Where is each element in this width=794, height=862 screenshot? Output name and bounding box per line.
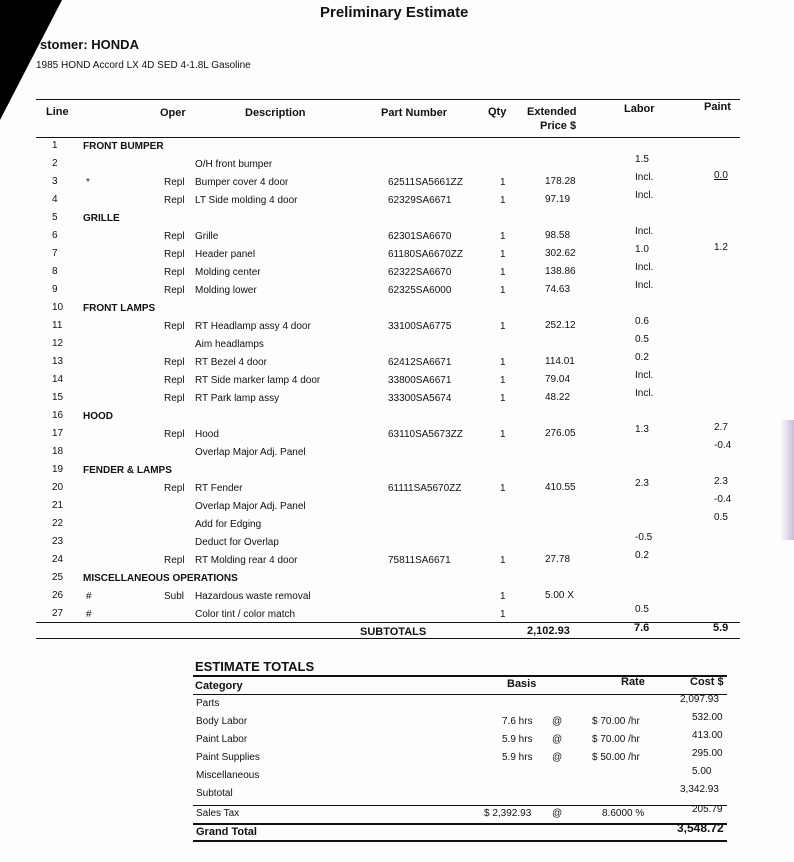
subtotal-paint: 5.9	[713, 622, 729, 634]
line-part-number: 62511SA5661ZZ	[388, 177, 463, 188]
line-description: Grille	[195, 231, 219, 242]
line-oper: Repl	[164, 231, 185, 242]
line-description: Molding center	[195, 267, 261, 278]
col-header-paint: Paint	[704, 101, 731, 113]
line-qty: 1	[500, 483, 506, 494]
line-extended-price: 48.22	[545, 392, 571, 403]
line-number: 9	[52, 284, 58, 295]
line-part-number: 62329SA6671	[388, 195, 452, 206]
line-qty: 1	[500, 231, 506, 242]
line-oper: Repl	[164, 357, 185, 368]
scan-shadow-edge	[780, 420, 794, 540]
line-number: 26	[52, 590, 64, 601]
line-description: RT Fender	[195, 483, 243, 494]
line-number: 10	[52, 302, 64, 313]
totals-category: Parts	[196, 698, 220, 709]
line-description: Bumper cover 4 door	[195, 177, 289, 188]
line-number: 12	[52, 338, 64, 349]
line-number: 5	[52, 212, 58, 223]
line-oper: Repl	[164, 555, 185, 566]
line-number: 18	[52, 446, 64, 457]
line-labor: 1.3	[635, 424, 649, 435]
totals-cost: 532.00	[692, 712, 723, 723]
line-description: Add for Edging	[195, 519, 262, 530]
totals-basis: 7.6 hrs	[502, 716, 533, 727]
line-description: Overlap Major Adj. Panel	[195, 501, 306, 512]
line-oper: Repl	[164, 249, 185, 260]
sales-tax-rule	[193, 805, 727, 806]
line-number: 7	[52, 248, 58, 259]
col-header-description: Description	[245, 107, 306, 119]
section-heading: HOOD	[83, 411, 113, 422]
line-part-number: 62301SA6670	[388, 231, 452, 242]
totals-at-symbol: @	[552, 734, 563, 745]
totals-category: Body Labor	[196, 716, 248, 727]
line-description: RT Molding rear 4 door	[195, 555, 298, 566]
totals-rate: $ 70.00 /hr	[592, 716, 640, 727]
line-qty: 1	[500, 321, 506, 332]
line-labor: 0.5	[635, 604, 649, 615]
line-part-number: 62322SA6670	[388, 267, 452, 278]
line-oper: Repl	[164, 393, 185, 404]
line-oper: Subl	[164, 591, 185, 602]
line-number: 23	[52, 536, 64, 547]
line-oper: Repl	[164, 267, 185, 278]
line-number: 21	[52, 500, 64, 511]
line-labor: 1.5	[635, 154, 649, 165]
totals-cost: 205.79	[692, 804, 723, 815]
line-number: 2	[52, 158, 58, 169]
line-mark: #	[86, 591, 92, 602]
totals-header-basis: Basis	[507, 678, 537, 690]
line-paint: 1.2	[714, 242, 728, 253]
section-heading: FENDER & LAMPS	[83, 465, 172, 476]
line-number: 6	[52, 230, 58, 241]
line-description: Deduct for Overlap	[195, 537, 279, 548]
line-qty: 1	[500, 609, 506, 620]
line-labor: Incl.	[635, 262, 654, 273]
line-number: 19	[52, 464, 64, 475]
page-title: Preliminary Estimate	[320, 4, 469, 21]
totals-category: Paint Labor	[196, 734, 248, 745]
line-number: 15	[52, 392, 64, 403]
line-description: Overlap Major Adj. Panel	[195, 447, 306, 458]
line-description: O/H front bumper	[195, 159, 273, 170]
line-qty: 1	[500, 357, 506, 368]
line-extended-price: 178.28	[545, 176, 576, 187]
totals-category: Paint Supplies	[196, 752, 260, 763]
totals-category: Sales Tax	[196, 808, 240, 819]
line-part-number: 62412SA6671	[388, 357, 452, 368]
subtotal-labor: 7.6	[634, 622, 650, 634]
totals-at-symbol: @	[552, 808, 563, 819]
line-part-number: 33300SA5674	[388, 393, 452, 404]
line-labor: 0.2	[635, 550, 649, 561]
header-top-rule	[36, 99, 740, 100]
line-number: 14	[52, 374, 64, 385]
line-labor: 0.6	[635, 316, 649, 327]
line-description: Molding lower	[195, 285, 257, 296]
totals-at-symbol: @	[552, 752, 563, 763]
line-oper: Repl	[164, 483, 185, 494]
line-labor: Incl.	[635, 190, 654, 201]
totals-at-symbol: @	[552, 716, 563, 727]
line-part-number: 75811SA6671	[388, 555, 451, 566]
subtotals-label: SUBTOTALS	[360, 626, 427, 638]
totals-rate: $ 50.00 /hr	[592, 752, 640, 763]
line-qty: 1	[500, 375, 506, 386]
line-oper: Repl	[164, 195, 185, 206]
line-qty: 1	[500, 591, 506, 602]
totals-basis: 5.9 hrs	[502, 752, 533, 763]
totals-bottom-rule	[193, 840, 727, 842]
line-labor: 0.2	[635, 352, 649, 363]
line-labor: 0.5	[635, 334, 649, 345]
line-part-number: 63110SA5673ZZ	[388, 429, 463, 440]
line-paint: 2.3	[714, 476, 728, 487]
line-description: Header panel	[195, 249, 256, 260]
totals-header-rate: Rate	[621, 676, 645, 688]
line-qty: 1	[500, 555, 506, 566]
line-labor: Incl.	[635, 172, 654, 183]
section-heading: FRONT BUMPER	[83, 141, 164, 152]
line-number: 22	[52, 518, 64, 529]
line-extended-price: 410.55	[545, 482, 576, 493]
section-heading: MISCELLANEOUS OPERATIONS	[83, 573, 238, 584]
line-paint: 0.5	[714, 512, 728, 523]
grand-total-label: Grand Total	[196, 826, 257, 838]
col-header-line: Line	[46, 106, 69, 118]
grand-total-value: 3,548.72	[677, 821, 724, 835]
line-number: 3	[52, 176, 58, 187]
line-paint: -0.4	[714, 440, 732, 451]
line-extended-price: 5.00 X	[545, 590, 574, 601]
line-number: 11	[52, 320, 63, 331]
line-extended-price: 138.86	[545, 266, 576, 277]
line-description: Hazardous waste removal	[195, 591, 311, 602]
line-labor: -0.5	[635, 532, 653, 543]
totals-header-cost: Cost $	[690, 676, 724, 688]
line-extended-price: 302.62	[545, 248, 576, 259]
line-part-number: 33800SA6671	[388, 375, 452, 386]
col-header-labor: Labor	[624, 103, 655, 115]
line-paint: 0.0	[714, 170, 728, 181]
totals-category: Subtotal	[196, 788, 233, 799]
line-part-number: 61111SA5670ZZ	[388, 483, 462, 494]
line-qty: 1	[500, 267, 506, 278]
line-labor: Incl.	[635, 388, 654, 399]
totals-rate: $ 70.00 /hr	[592, 734, 640, 745]
line-qty: 1	[500, 249, 506, 260]
line-oper: Repl	[164, 285, 185, 296]
line-mark: *	[86, 177, 90, 188]
section-heading: GRILLE	[83, 213, 120, 224]
line-extended-price: 27.78	[545, 554, 571, 565]
line-mark: #	[86, 609, 92, 620]
col-header-part-number: Part Number	[381, 107, 448, 119]
totals-rate: 8.6000 %	[602, 808, 645, 819]
subtotal-extended: 2,102.93	[527, 625, 570, 637]
line-description: Hood	[195, 429, 219, 440]
line-qty: 1	[500, 393, 506, 404]
line-part-number: 62325SA6000	[388, 285, 452, 296]
totals-cost: 2,097.93	[680, 694, 719, 705]
totals-top-rule	[193, 675, 727, 677]
line-number: 8	[52, 266, 58, 277]
line-oper: Repl	[164, 177, 185, 188]
totals-basis: 5.9 hrs	[502, 734, 533, 745]
grand-total-rule	[193, 823, 727, 825]
line-oper: Repl	[164, 375, 185, 386]
section-heading: FRONT LAMPS	[83, 303, 156, 314]
customer-label: stomer: HONDA	[40, 37, 139, 52]
totals-cost: 413.00	[692, 730, 723, 741]
subtotal-bottom-rule	[36, 638, 740, 639]
line-number: 25	[52, 572, 64, 583]
line-description: Color tint / color match	[195, 609, 296, 620]
line-paint: 2.7	[714, 422, 728, 433]
line-oper: Repl	[164, 429, 185, 440]
line-labor: 2.3	[635, 478, 649, 489]
line-number: 20	[52, 482, 64, 493]
line-number: 1	[52, 140, 58, 151]
col-header-oper: Oper	[160, 107, 186, 119]
col-header-extended: Extended	[527, 106, 577, 118]
line-description: LT Side molding 4 door	[195, 195, 298, 206]
line-labor: 1.0	[635, 244, 649, 255]
line-paint: -0.4	[714, 494, 732, 505]
line-extended-price: 79.04	[545, 374, 571, 385]
totals-basis: $ 2,392.93	[484, 808, 532, 819]
col-header-qty: Qty	[488, 106, 507, 118]
line-extended-price: 276.05	[545, 428, 576, 439]
line-extended-price: 98.58	[545, 230, 571, 241]
line-extended-price: 252.12	[545, 320, 576, 331]
line-part-number: 61180SA6670ZZ	[388, 249, 463, 260]
line-description: RT Headlamp assy 4 door	[195, 321, 311, 332]
line-part-number: 33100SA6775	[388, 321, 452, 332]
line-qty: 1	[500, 177, 506, 188]
totals-cost: 3,342.93	[680, 784, 719, 795]
line-number: 16	[52, 410, 64, 421]
line-description: RT Park lamp assy	[195, 393, 280, 404]
totals-header-category: Category	[195, 680, 243, 692]
line-number: 17	[52, 428, 64, 439]
line-qty: 1	[500, 429, 506, 440]
vehicle-description: 1985 HOND Accord LX 4D SED 4-1.8L Gasoline	[36, 60, 251, 71]
line-labor: Incl.	[635, 370, 654, 381]
line-description: RT Bezel 4 door	[195, 357, 267, 368]
line-extended-price: 97.19	[545, 194, 571, 205]
line-description: Aim headlamps	[195, 339, 264, 350]
col-header-price: Price $	[540, 120, 577, 132]
totals-cost: 5.00	[692, 766, 712, 777]
line-number: 24	[52, 554, 64, 565]
line-description: RT Side marker lamp 4 door	[195, 375, 321, 386]
totals-cost: 295.00	[692, 748, 723, 759]
line-extended-price: 114.01	[545, 356, 575, 367]
line-oper: Repl	[164, 321, 185, 332]
line-qty: 1	[500, 195, 506, 206]
line-number: 4	[52, 194, 58, 205]
line-number: 13	[52, 356, 64, 367]
totals-header-rule	[193, 694, 727, 695]
line-extended-price: 74.63	[545, 284, 571, 295]
line-number: 27	[52, 608, 64, 619]
totals-title: ESTIMATE TOTALS	[195, 659, 315, 674]
totals-category: Miscellaneous	[196, 770, 260, 781]
header-bottom-rule	[36, 137, 740, 138]
line-labor: Incl.	[635, 226, 654, 237]
line-labor: Incl.	[635, 280, 654, 291]
line-qty: 1	[500, 285, 506, 296]
